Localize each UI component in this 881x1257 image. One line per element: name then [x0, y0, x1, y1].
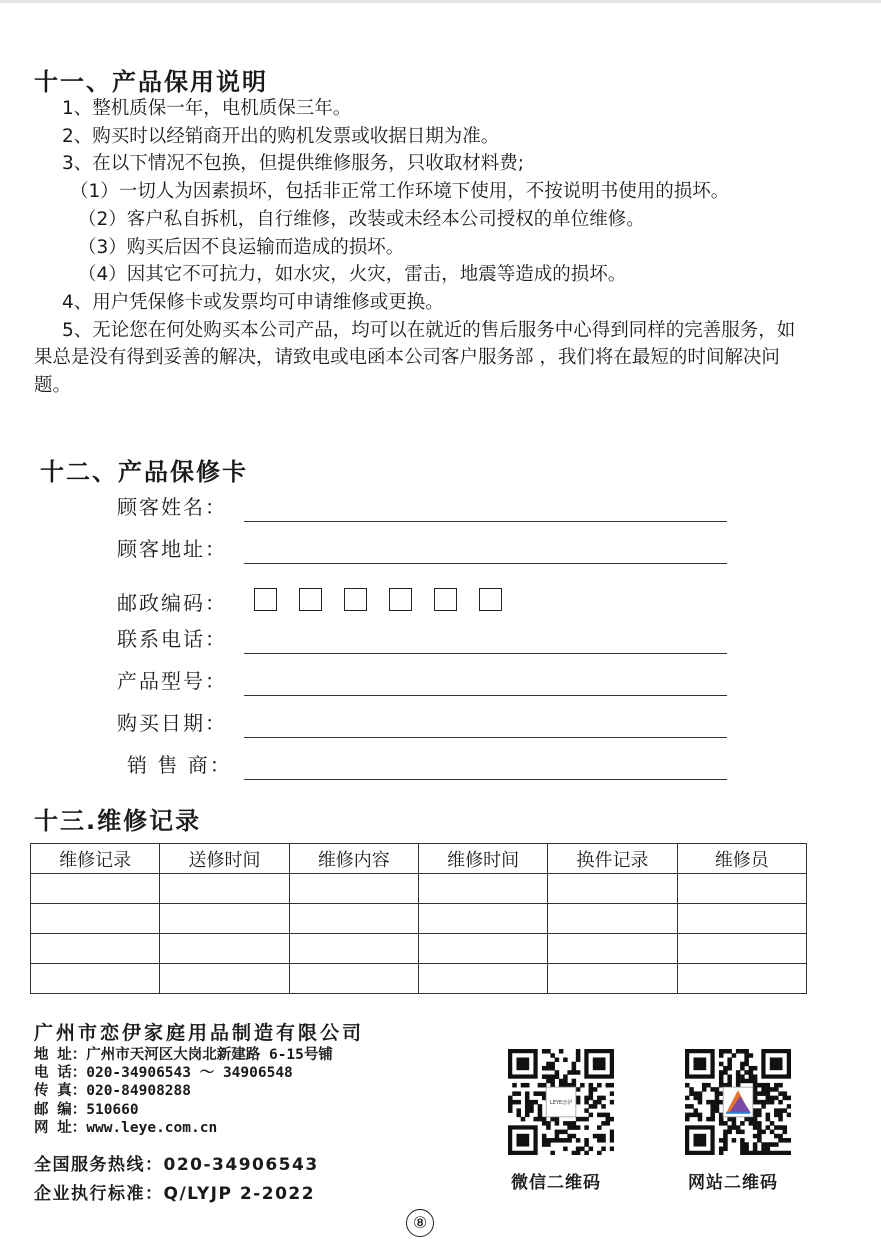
warranty-item-3-4: （4）因其它不可抗力，如水灾，火灾，雷击，地震等造成的损坏。 [78, 264, 627, 286]
warranty-item-3: 3、在以下情况不包换，但提供维修服务，只收取材料费; [62, 153, 525, 175]
svg-text:LEYE恋伊: LEYE恋伊 [549, 1100, 573, 1106]
table-row [31, 934, 807, 964]
table-row [31, 964, 807, 994]
purchase-date-line [244, 737, 727, 738]
col-technician: 维修员 [677, 844, 806, 874]
repair-record-table [30, 843, 807, 994]
wechat-qr-code [508, 1049, 614, 1155]
col-submit-time: 送修时间 [160, 844, 289, 874]
warranty-item-1: 1、整机质保一年，电机质保三年。 [62, 98, 352, 119]
warranty-item-3-1: （1）一切人为因素损坏，包括非正常工作环境下使用，不按说明书使用的损坏。 [70, 181, 730, 203]
company-address: 地 址：广州市天河区大岗北新建路 6-15号铺 [34, 1047, 333, 1063]
dealer-label: 销 售 商： [127, 753, 232, 777]
table-row [31, 874, 807, 904]
field-purchase-date [117, 704, 727, 738]
field-dealer [117, 746, 727, 780]
field-customer-address [117, 530, 727, 564]
col-parts-record: 换件记录 [548, 844, 677, 874]
field-phone [117, 620, 727, 654]
top-border [0, 0, 881, 3]
postal-digit-box [344, 588, 367, 611]
postal-code-label: 邮政编码： [117, 591, 227, 615]
customer-name-line [244, 521, 727, 522]
website-qr-code [685, 1049, 791, 1155]
wechat-qr-label: 微信二维码 [511, 1173, 601, 1193]
product-model-line [244, 695, 727, 696]
warranty-item-5: 5、无论您在何处购买本公司产品，均可以在就近的售后服务中心得到同样的完善服务，如果总是没有得到妥善的解决，请致电或电函本公司客户服务部 ，我们将在最短的时间解决问题。 [34, 319, 796, 397]
section-13-title: 十三.维修记录 [34, 807, 202, 835]
company-name: 广州市恋伊家庭用品制造有限公司 [34, 1022, 365, 1044]
customer-address-label: 顾客地址： [117, 537, 227, 561]
col-repair-record: 维修记录 [31, 844, 160, 874]
table-header-row [31, 844, 807, 874]
warranty-item-3-3: （3）购买后因不良运输而造成的损坏。 [78, 236, 405, 258]
section-12-title: 十二、产品保修卡 [40, 458, 248, 486]
postal-digit-box [254, 588, 277, 611]
warranty-item-4: 4、用户凭保修卡或发票均可申请维修或更换。 [62, 291, 444, 313]
warranty-item-2: 2、购买时以经销商开出的购机发票或收据日期为准。 [62, 125, 500, 147]
section-11-body [34, 95, 809, 400]
col-repair-content: 维修内容 [289, 844, 418, 874]
company-website: 网 址：www.leye.com.cn [34, 1119, 218, 1136]
table-row [31, 904, 807, 934]
postal-digit-box [434, 588, 457, 611]
service-hotline: 全国服务热线：020-34906543 [34, 1155, 319, 1175]
field-postal-code [117, 584, 727, 618]
phone-label: 联系电话： [117, 627, 227, 651]
product-model-label: 产品型号： [117, 669, 227, 693]
dealer-line [244, 779, 727, 780]
company-fax: 传 真：020-84908288 [34, 1083, 191, 1100]
customer-address-line [244, 563, 727, 564]
warranty-item-3-2: （2）客户私自拆机，自行维修，改装或未经本公司授权的单位维修。 [78, 208, 645, 230]
company-postcode: 邮 编：510660 [34, 1101, 139, 1118]
col-repair-time: 维修时间 [418, 844, 547, 874]
company-phone: 电 话：020-34906543 ～ 34906548 [34, 1065, 293, 1082]
field-product-model [117, 662, 727, 696]
enterprise-standard: 企业执行标准：Q/LYJP 2-2022 [34, 1184, 316, 1204]
field-customer-name [117, 488, 727, 522]
contact-block [34, 1046, 333, 1137]
postal-digit-box [479, 588, 502, 611]
website-qr-label: 网站二维码 [688, 1173, 778, 1193]
phone-line [244, 653, 727, 654]
postal-digit-box [299, 588, 322, 611]
page-number: ⑧ [406, 1209, 434, 1237]
customer-name-label: 顾客姓名： [117, 495, 227, 519]
postal-digit-box [389, 588, 412, 611]
purchase-date-label: 购买日期： [117, 711, 227, 735]
postal-code-boxes [254, 588, 502, 611]
section-11-title: 十一、产品保用说明 [34, 68, 268, 96]
